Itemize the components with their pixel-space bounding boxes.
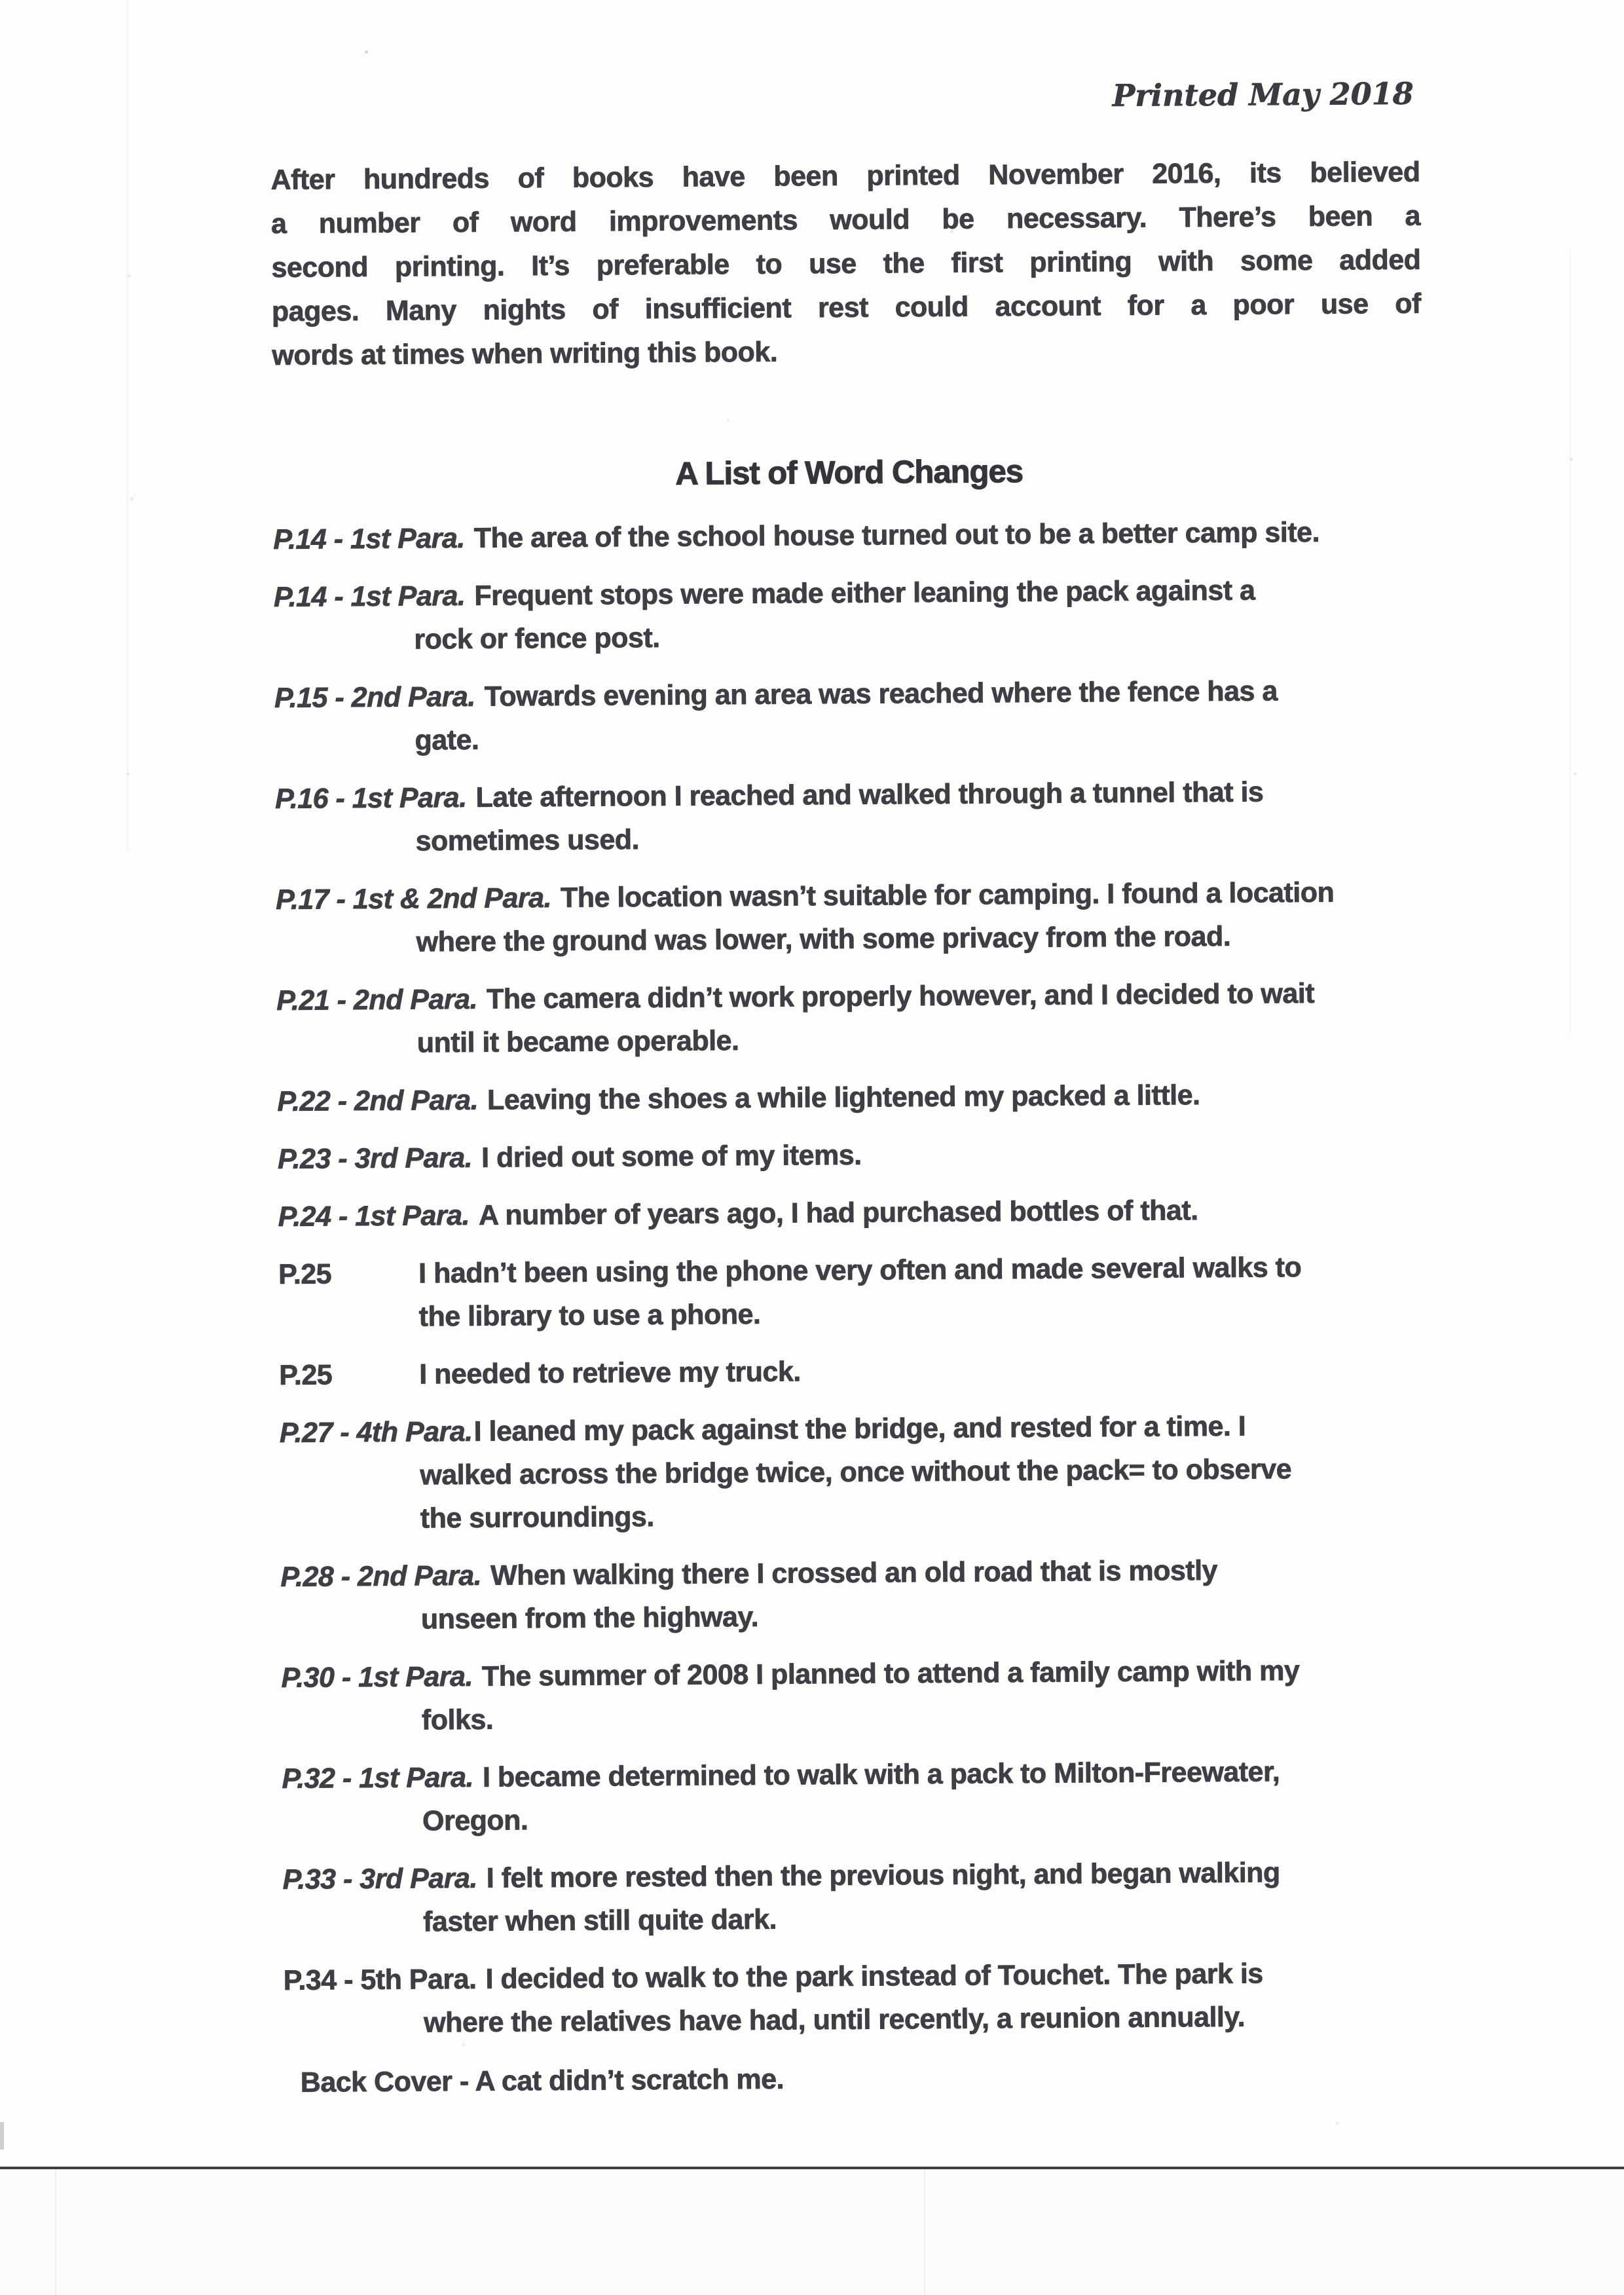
item-label: P.34 - 5th Para. bbox=[283, 1963, 477, 1996]
scan-smudge bbox=[0, 2122, 4, 2150]
item-label: P.25 bbox=[278, 1258, 332, 1290]
list-item bbox=[274, 669, 1428, 763]
intro-line: second printing. It’s preferable to use the first printing with some added bbox=[271, 244, 1421, 284]
list-item bbox=[277, 1072, 1430, 1123]
item-text-continued: walked across the bridge twice, once without the pack= to observe bbox=[420, 1453, 1292, 1491]
list-item bbox=[274, 568, 1427, 662]
intro-line: a number of word improvements would be necessary. There’s been a bbox=[270, 200, 1421, 240]
item-text: Leaving the shoes a while lightened my packed a little. bbox=[487, 1079, 1200, 1116]
item-text: I leaned my pack against the bridge, and rested for a time. I bbox=[473, 1410, 1246, 1447]
item-text: I decided to walk to the park instead of Touchet. The park is bbox=[485, 1958, 1263, 1995]
item-text-continued: the library to use a phone. bbox=[418, 1298, 761, 1333]
scan-noise-band bbox=[126, 0, 128, 851]
item-label: P.32 - 1st Para. bbox=[282, 1761, 474, 1795]
item-text: I dried out some of my items. bbox=[481, 1139, 862, 1174]
item-label: P.14 - 1st Para. bbox=[273, 580, 466, 614]
scan-noise bbox=[0, 0, 2, 2]
item-label: P.17 - 1st & 2nd Para. bbox=[276, 882, 552, 916]
list-item bbox=[282, 1850, 1435, 1945]
list-item bbox=[276, 870, 1429, 965]
item-text-continued: where the ground was lower, with some privacy from the road. bbox=[416, 920, 1231, 958]
item-label: P.16 - 1st Para. bbox=[274, 781, 467, 815]
item-label: P.14 - 1st Para. bbox=[273, 522, 465, 556]
item-text: The location wasn’t suitable for camping. I found a location bbox=[560, 876, 1335, 914]
list-heading: A List of Word Changes bbox=[675, 454, 1024, 492]
list-item bbox=[278, 1187, 1430, 1239]
item-text-continued: rock or fence post. bbox=[414, 622, 660, 656]
scanner-background bbox=[0, 2169, 1624, 2295]
item-text-continued: faster when still quite dark. bbox=[422, 1903, 777, 1938]
item-text: I needed to retrieve my truck. bbox=[419, 1356, 801, 1390]
item-label: P.30 - 1st Para. bbox=[281, 1660, 473, 1694]
scan-noise-band bbox=[1569, 249, 1571, 1035]
item-text: Late afternoon I reached and walked through a tunnel that is bbox=[475, 776, 1264, 813]
item-label: P.27 - 4th Para. bbox=[279, 1415, 473, 1449]
intro-line: words at times when writing this book. bbox=[272, 336, 778, 372]
item-text: I hadn’t been using the phone very often and made several walks to bbox=[418, 1252, 1302, 1290]
item-text-continued: where the relatives have had, until recently, a reunion annually. bbox=[424, 2001, 1246, 2039]
item-text-continued: folks. bbox=[421, 1704, 494, 1736]
item-text-continued: until it became operable. bbox=[416, 1025, 739, 1059]
item-text-continued: the surroundings. bbox=[420, 1501, 654, 1535]
back-cover-note: Back Cover - A cat didn’t scratch me. bbox=[300, 2063, 784, 2099]
intro-line: After hundreds of books have been printed November 2016, its believed bbox=[270, 156, 1420, 196]
list-item bbox=[280, 1548, 1433, 1642]
word-changes-list bbox=[273, 510, 1436, 2045]
item-label: P.21 - 2nd Para. bbox=[276, 983, 478, 1017]
intro-line: pages. Many nights of insufficient rest could account for a poor use of bbox=[271, 288, 1422, 328]
list-item bbox=[281, 1649, 1434, 1743]
item-text-continued: gate. bbox=[415, 724, 479, 756]
intro-paragraph bbox=[270, 151, 1421, 378]
list-item bbox=[275, 770, 1428, 864]
item-text: I became determined to walk with a pack to Milton-Freewater, bbox=[482, 1756, 1280, 1793]
item-label: P.25 bbox=[279, 1359, 333, 1391]
list-item bbox=[284, 1951, 1437, 2045]
list-item bbox=[276, 971, 1430, 1066]
list-item bbox=[278, 1130, 1430, 1181]
item-text-continued: sometimes used. bbox=[415, 824, 640, 857]
item-label: P.28 - 2nd Para. bbox=[280, 1559, 482, 1593]
item-label: P.15 - 2nd Para. bbox=[274, 681, 475, 715]
item-text: I felt more rested then the previous night, and began walking bbox=[486, 1857, 1280, 1894]
page-text-layer bbox=[270, 0, 1437, 2104]
item-label: P.23 - 3rd Para. bbox=[277, 1142, 473, 1175]
list-item bbox=[278, 1245, 1431, 1339]
item-label: P.33 - 3rd Para. bbox=[282, 1862, 478, 1895]
item-label: P.22 - 2nd Para. bbox=[277, 1084, 479, 1117]
item-text-continued: Oregon. bbox=[422, 1804, 528, 1837]
item-text: A number of years ago, I had purchased bottles of that. bbox=[478, 1195, 1198, 1231]
scan-artifact-line bbox=[55, 2169, 56, 2295]
item-text: The area of the school house turned out to be a better camp site. bbox=[473, 516, 1320, 554]
item-label: P.24 - 1st Para. bbox=[278, 1199, 470, 1233]
item-text: The summer of 2008 I planned to attend a family camp with my bbox=[481, 1655, 1300, 1692]
printed-date: Printed May 2018 bbox=[1112, 75, 1414, 114]
item-text: Frequent stops were made either leaning the pack against a bbox=[474, 574, 1255, 612]
list-item bbox=[282, 1749, 1435, 1844]
list-item bbox=[279, 1346, 1431, 1397]
list-item bbox=[280, 1404, 1433, 1541]
item-text-continued: unseen from the highway. bbox=[420, 1601, 759, 1635]
item-text: The camera didn’t work properly however, and I decided to wait bbox=[486, 977, 1315, 1015]
item-text: Towards evening an area was reached where the fence has a bbox=[484, 675, 1278, 713]
item-text: When walking there I crossed an old road that is mostly bbox=[490, 1554, 1218, 1592]
scan-artifact-line bbox=[924, 2169, 925, 2295]
list-item bbox=[273, 510, 1426, 561]
